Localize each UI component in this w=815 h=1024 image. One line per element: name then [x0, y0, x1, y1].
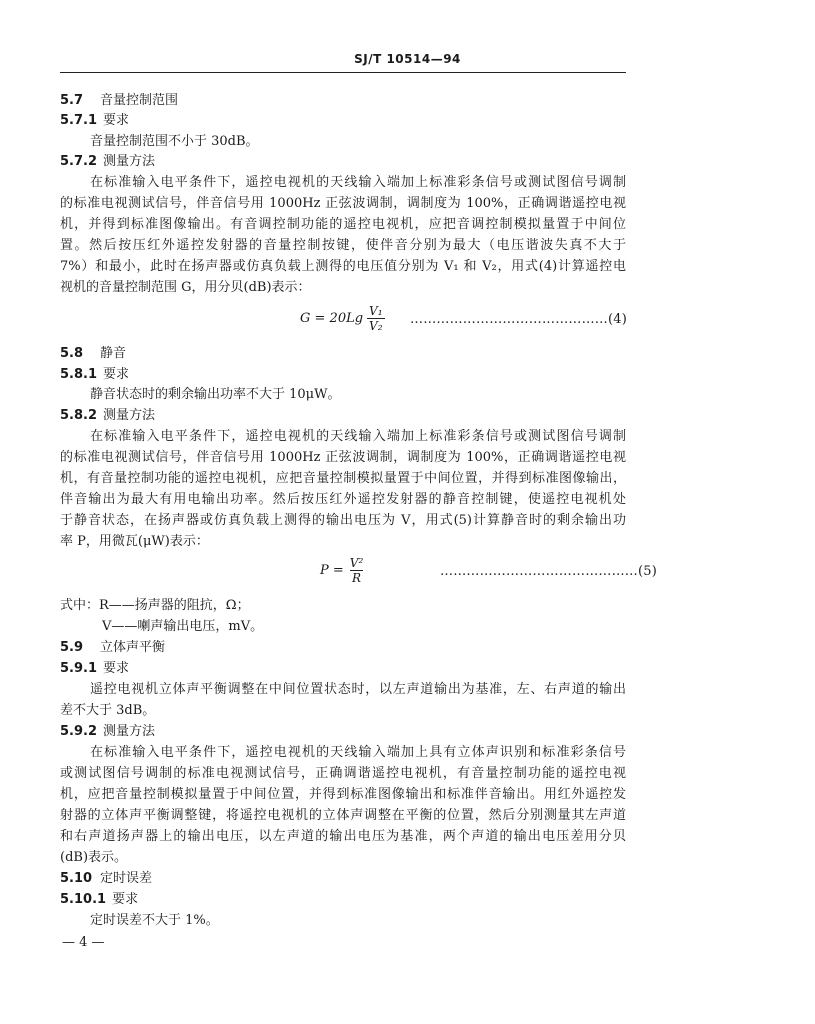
formula-where-r: 式中：R——扬声器的阻抗，Ω；	[60, 598, 250, 613]
paragraph-line: 机，并得到标准图像输出。有音调控制功能的遥控电视机，应把音调控制模拟量置于中间位	[60, 217, 626, 232]
section-number: 5.9	[60, 640, 84, 655]
section-title: 定时误差	[100, 871, 153, 886]
section-number: 5.8	[60, 346, 84, 361]
paragraph-line: 在标准输入电平条件下，遥控电视机的天线输入端加上标准彩条信号或测试图信号调制	[90, 429, 626, 444]
fraction-denominator: V₂	[369, 319, 383, 333]
paragraph-line: 遥控电视机立体声平衡调整在中间位置状态时，以左声道输出为基准，左、右声道的输出	[90, 682, 626, 697]
section-5-8-heading	[60, 345, 626, 363]
section-title: 立体声平衡	[100, 640, 166, 655]
paragraph-line: 7%）和最小，此时在扬声器或仿真负载上测得的电压值分别为 V₁ 和 V₂，用式(4)计算遥控电	[60, 259, 626, 274]
paragraph-line: 和右声道扬声器上的输出电压，以左声道的输出电压为基准，两个声道的输出电压差用分贝	[60, 829, 626, 844]
paragraph-line: 置。然后按压红外遥控发射器的音量控制按键，使伴音分别为最大（电压谐波失真不大于	[60, 238, 626, 253]
section-5-10-heading	[60, 870, 626, 888]
section-5-7-2-heading	[60, 153, 626, 171]
section-5-9-heading	[60, 639, 626, 657]
formula-where-v: V——喇声输出电压，mV。	[102, 619, 264, 634]
formula-fraction	[348, 556, 365, 585]
paragraph-line: 射器的立体声平衡调整键，将遥控电视机的立体声调整在平衡的位置，然后分别测量其左声道	[60, 808, 626, 823]
header-rule	[60, 72, 626, 73]
section-number: 5.8.1	[60, 367, 98, 382]
formula-lhs: G = 20Lg	[300, 311, 364, 326]
paragraph-line: (dB)表示。	[60, 850, 128, 865]
section-title: 测量方法	[103, 724, 156, 739]
paragraph-line: 的标准电视测试信号，伴音信号用 1000Hz 正弦波调制，调制度为 100%，正确调谐遥控电视	[60, 450, 626, 465]
section-title: 要求	[103, 661, 130, 676]
section-number: 5.7.1	[60, 113, 98, 128]
formula-lhs: P =	[320, 563, 344, 578]
section-5-8-1-heading	[60, 366, 626, 384]
section-number: 5.7.2	[60, 154, 98, 169]
section-5-7-1-text: 音量控制范围不小于 30dB。	[90, 134, 259, 149]
section-5-10-1-heading	[60, 891, 626, 909]
formula-4	[300, 304, 385, 333]
section-number: 5.10.1	[60, 892, 107, 907]
formula-fraction	[367, 304, 384, 333]
fraction-numerator: V₁	[369, 304, 383, 318]
paragraph-line: 率 P，用微瓦(μW)表示：	[60, 534, 209, 549]
section-5-8-2-heading	[60, 407, 626, 425]
section-title: 音量控制范围	[100, 93, 179, 108]
paragraph-line: 在标准输入电平条件下，遥控电视机的天线输入端加上具有立体声识别和标准彩条信号	[90, 745, 626, 760]
paragraph-line: 的标准电视测试信号，伴音信号用 1000Hz 正弦波调制，调制度为 100%，正确调谐遥控电视	[60, 196, 626, 211]
fraction-numerator: V²	[349, 556, 364, 570]
section-number: 5.10	[60, 871, 93, 886]
section-5-9-1-heading	[60, 660, 626, 678]
section-title: 静音	[100, 346, 127, 361]
formula-5-leader: ………………………………………(5)	[440, 564, 658, 579]
paragraph-line: 机，应把音量控制模拟量置于中间位置，并得到标准图像输出和标准伴音输出。用红外遥控发	[60, 787, 626, 802]
paragraph-line: 视机的音量控制范围 G，用分贝(dB)表示：	[60, 280, 311, 295]
standard-code-header: SJ/T 10514—94	[354, 52, 461, 66]
paragraph-line: 伴音输出为最大有用电输出功率。然后按压红外遥控发射器的静音控制键，使遥控电视机处	[60, 492, 626, 507]
section-number: 5.7	[60, 93, 84, 108]
formula-4-leader: ………………………………………(4)	[410, 312, 628, 327]
section-title: 要求	[112, 892, 139, 907]
paragraph-line: 或测试图信号调制的标准电视测试信号，正确调谐遥控电视机，有音量控制功能的遥控电视	[60, 766, 626, 781]
section-title: 要求	[103, 367, 130, 382]
section-title: 要求	[103, 113, 130, 128]
section-number: 5.9.2	[60, 724, 98, 739]
section-title: 测量方法	[103, 408, 156, 423]
section-5-10-1-text: 定时误差不大于 1%。	[90, 913, 219, 928]
paragraph-line: 于静音状态，在扬声器或仿真负载上测得的输出电压为 V，用式(5)计算静音时的剩余输出功	[60, 513, 626, 528]
page-number: — 4 —	[62, 935, 105, 950]
section-number: 5.8.2	[60, 408, 98, 423]
section-5-9-2-heading	[60, 723, 626, 741]
formula-5	[320, 556, 365, 585]
paragraph-line: 在标准输入电平条件下，遥控电视机的天线输入端加上标准彩条信号或测试图信号调制	[90, 175, 626, 190]
section-title: 测量方法	[103, 154, 156, 169]
section-5-8-1-text: 静音状态时的剩余输出功率不大于 10μW。	[90, 387, 341, 402]
paragraph-line: 差不大于 3dB。	[60, 703, 156, 718]
section-5-7-heading	[60, 92, 626, 110]
section-5-7-1-heading	[60, 112, 626, 130]
fraction-denominator: R	[352, 571, 362, 585]
paragraph-line: 机，有音量控制功能的遥控电视机，应把音量控制模拟量置于中间位置，并得到标准图像输出，	[60, 471, 626, 486]
section-number: 5.9.1	[60, 661, 98, 676]
